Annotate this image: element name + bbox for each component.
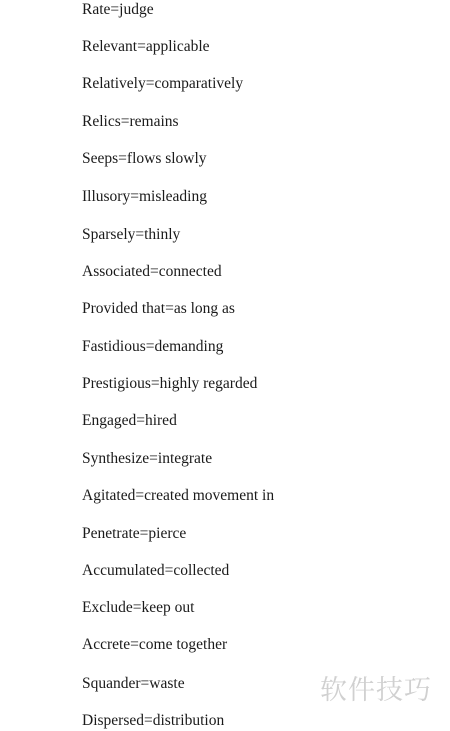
- vocab-entry: Engaged=hired: [82, 412, 177, 429]
- vocab-entry: Seeps=flows slowly: [82, 150, 207, 167]
- watermark: 软件技巧: [320, 675, 432, 706]
- vocab-entry: Associated=connected: [82, 263, 222, 280]
- vocab-entry: Relevant=applicable: [82, 38, 210, 55]
- vocab-entry: Prestigious=highly regarded: [82, 375, 258, 392]
- vocab-entry: Squander=waste: [82, 675, 185, 692]
- vocab-entry: Accumulated=collected: [82, 562, 230, 579]
- vocab-entry: Exclude=keep out: [82, 599, 195, 616]
- vocab-entry: Sparsely=thinly: [82, 226, 181, 243]
- vocab-entry: Synthesize=integrate: [82, 450, 213, 467]
- vocab-entry: Penetrate=pierce: [82, 525, 187, 542]
- vocab-entry: Provided that=as long as: [82, 300, 235, 317]
- vocab-entry: Accrete=come together: [82, 636, 228, 653]
- vocab-entry: Agitated=created movement in: [82, 487, 275, 504]
- vocab-entry: Fastidious=demanding: [82, 338, 224, 355]
- vocab-entry: Illusory=misleading: [82, 188, 207, 205]
- vocab-entry: Dispersed=distribution: [82, 712, 225, 729]
- vocab-entry: Rate=judge: [82, 1, 154, 18]
- vocab-entry: Relatively=comparatively: [82, 75, 244, 92]
- vocab-entry: Relics=remains: [82, 113, 179, 130]
